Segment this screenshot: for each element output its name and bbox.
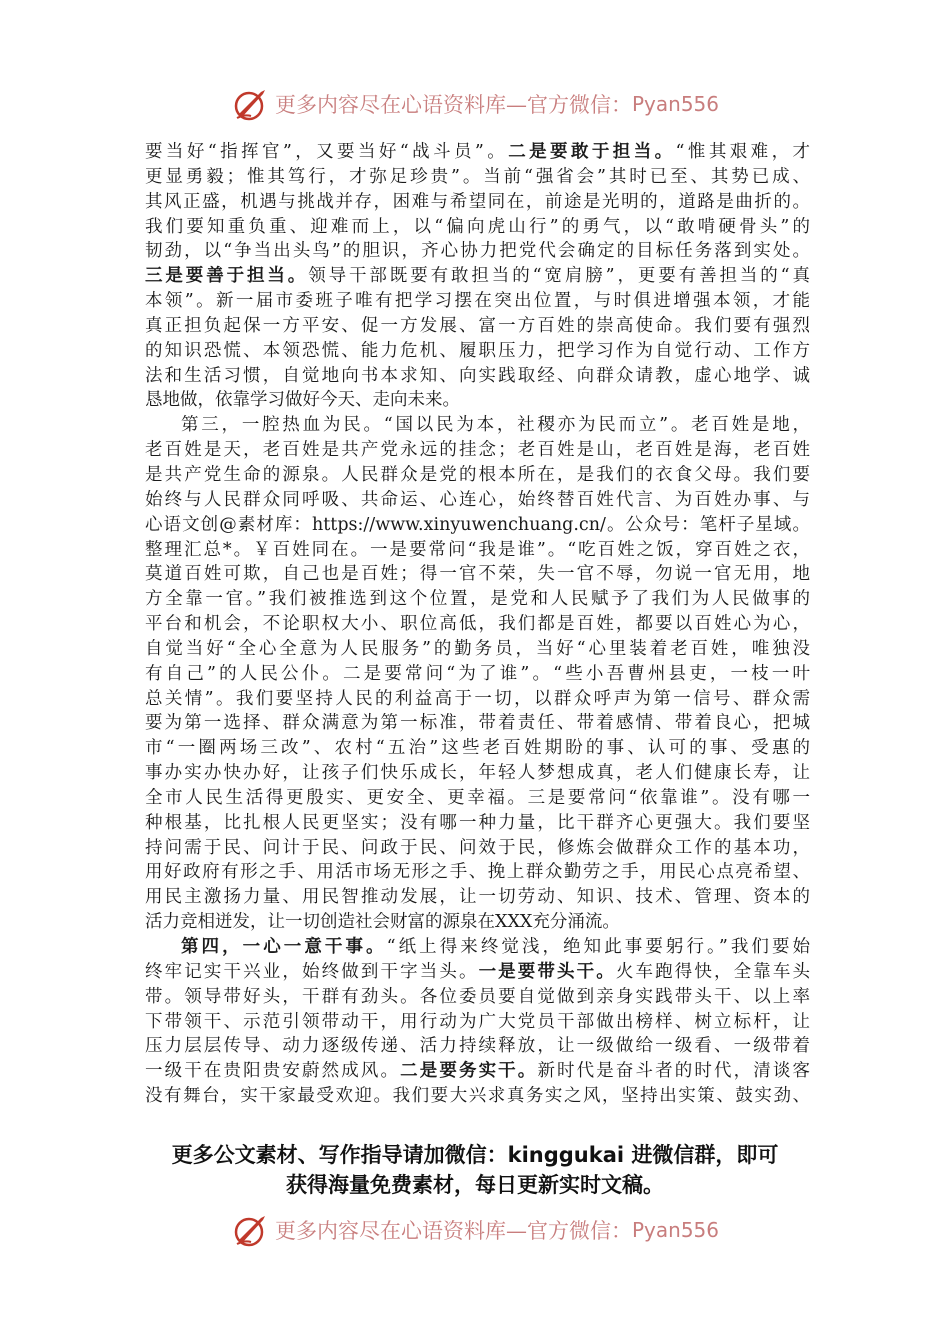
text-run: 法和生活习惯，自觉地向书本求知、向实践取经、向群众请教，虚心地学、诚 <box>145 365 810 386</box>
text-line <box>145 488 810 513</box>
bold-heading: 二是要敢于担当。 <box>508 142 676 162</box>
text-run: 其风正盛，机遇与挑战并存，困难与希望同在，前途是光明的，道路是曲折的。 <box>145 191 810 212</box>
text-line <box>145 413 810 438</box>
text-run: 自觉当好“全心全意为人民服务”的勤务员，当好“心里装着老百姓，唯独没 <box>145 638 810 659</box>
text-run: 持问需于民、问计于民、问政于民、问效于民，修炼会做群众工作的基本功， <box>145 837 810 858</box>
text-run: 第三，一腔热血为民。“国以民为本，社稷亦为民而立”。老百姓是地， <box>181 415 810 436</box>
banner-wechat-id: Pyan556 <box>631 1218 719 1242</box>
text-run: 终牢记实干兴业，始终做到干字当头。 <box>145 961 479 982</box>
text-line <box>145 612 810 637</box>
text-line <box>145 1010 810 1035</box>
bold-heading: 第四，一心一意干事。 <box>181 937 387 957</box>
text-line <box>145 985 810 1010</box>
text-line <box>145 1034 810 1059</box>
text-run: 用好政府有形之手、用活市场无形之手、挽上群众勤劳之手，用民心点亮希望、 <box>145 862 810 883</box>
document-body <box>145 140 810 1109</box>
text-run: 老百姓是天，老百姓是共产党永远的挂念；老百姓是山，老百姓是海，老百姓 <box>145 440 810 461</box>
text-line <box>145 786 810 811</box>
text-line <box>145 289 810 314</box>
footer-banner <box>0 1210 950 1250</box>
quill-logo-icon <box>231 84 271 124</box>
text-line <box>145 314 810 339</box>
bold-heading: 二是要务实干。 <box>400 1061 538 1082</box>
text-run: 方全靠一官。”我们被推选到这个位置，是党和人民赋予了我们为人民做事的 <box>145 589 810 610</box>
text-line <box>145 637 810 662</box>
text-line <box>145 662 810 687</box>
text-line <box>145 165 810 190</box>
text-run: 领导干部既要有敢担当的“宽肩膀”，更要有善担当的“真 <box>308 266 810 287</box>
text-line <box>145 736 810 761</box>
text-run: 莫道百姓可欺，自己也是百姓；得一官不荣，失一官不辱，勿说一官无用，地 <box>145 564 810 585</box>
text-line <box>145 562 810 587</box>
text-line <box>145 438 810 463</box>
text-run: 一级干在贵阳贵安蔚然成风。 <box>145 1061 401 1082</box>
text-run: 真正担负起保一方平安、促一方发展、富一方百姓的崇高使命。我们要有强烈 <box>145 315 810 336</box>
text-run: 火车跑得快，全靠车头 <box>615 961 810 982</box>
text-run: 恳地做，依靠学习做好今天、走向未来。 <box>145 390 460 411</box>
promo-line-1: 更多公文素材、写作指导请加微信：kinggukai 进微信群，即可 <box>171 1143 779 1167</box>
header-banner <box>0 84 950 124</box>
text-line <box>145 388 810 413</box>
text-line <box>145 190 810 215</box>
text-run: 更显勇毅；惟其笃行，才弥足珍贵”。当前“强省会”其时已至、其势已成、 <box>145 166 810 187</box>
bold-heading: 三是要善于担当。 <box>145 266 309 287</box>
text-run: 我们要知重负重、迎难而上，以“偏向虎山行”的勇气，以“敢啃硬骨头”的 <box>145 216 810 237</box>
quill-logo-icon <box>231 1210 271 1250</box>
text-line <box>145 687 810 712</box>
text-run: 压力层层传导、动力逐级传递、活力持续释放，让一级做给一级看、一级带着 <box>145 1036 810 1057</box>
text-line <box>145 761 810 786</box>
text-run: 新时代是奋斗者的时代，清谈客 <box>537 1061 810 1082</box>
text-run: 有自己”的人民公仆。二是要常问“为了谁”。“些小吾曹州县吏，一枝一叶 <box>145 663 810 684</box>
text-line <box>145 587 810 612</box>
text-line <box>145 811 810 836</box>
bold-heading: 一是要带头干。 <box>478 961 616 982</box>
text-line <box>145 538 810 563</box>
text-run: 市“一圈两场三改”、农村“五治”这些老百姓期盼的事、认可的事、受惠的 <box>145 738 810 759</box>
text-line <box>145 711 810 736</box>
promo-line-2: 获得海量免费素材，每日更新实时文稿。 <box>286 1173 664 1197</box>
text-line <box>145 860 810 885</box>
text-run: 活力竞相迸发，让一切创造社会财富的源泉在XXX充分涌流。 <box>145 912 620 933</box>
text-run: 的知识恐慌、本领恐慌、能力危机、履职压力，把学习作为自觉行动、工作方 <box>145 340 810 361</box>
text-line <box>145 339 810 364</box>
banner-text: 更多内容尽在心语资料库—官方微信： <box>274 1219 632 1243</box>
text-run: 韧劲，以“争当出头鸟”的胆识，齐心协力把党代会确定的目标任务落到实处。 <box>145 241 810 262</box>
text-run: 全市人民生活得更殷实、更安全、更幸福。三是要常问“依靠谁”。没有哪一 <box>145 787 810 808</box>
text-line <box>145 264 810 289</box>
text-run: 本领”。新一届市委班子唯有把学习摆在突出位置，与时俱进增强本领，才能 <box>145 291 810 312</box>
text-run: 是共产党生命的源泉。人民群众是党的根本所在，是我们的衣食父母。我们要 <box>145 464 810 485</box>
text-run: 平台和机会，不论职权大小、职位高低，我们都是百姓，都要以百姓心为心， <box>145 614 810 635</box>
text-run: 没有舞台，实干家最受欢迎。我们要大兴求真务实之风，坚持出实策、鼓实劲、 <box>145 1086 810 1107</box>
text-run: 要当好“指挥官”，又要当好“战斗员”。 <box>145 142 509 162</box>
text-run: 下带领干、示范引领带动干，用行动为广大党员干部做出榜样、树立标杆，让 <box>145 1011 810 1032</box>
text-line <box>145 910 810 935</box>
text-run: 带。领导带好头，干群有劲头。各位委员要自觉做到亲身实践带头干、以上率 <box>145 986 810 1007</box>
text-line <box>145 364 810 389</box>
text-line <box>145 960 810 985</box>
text-line <box>145 215 810 240</box>
text-run: 用民主激扬力量、用民智推动发展，让一切劳动、知识、技术、管理、资本的 <box>145 887 810 908</box>
text-run: 总关情”。我们要坚持人民的利益高于一切，以群众呼声为第一信号、群众需 <box>145 688 810 709</box>
text-line <box>145 140 810 165</box>
text-run: 种根基，比扎根人民更坚实；没有哪一种力量，比干群齐心更强大。我们要坚 <box>145 812 810 833</box>
text-line <box>145 836 810 861</box>
text-run: “惟其艰难，才 <box>675 142 810 162</box>
text-line <box>145 1059 810 1084</box>
text-run: 始终与人民群众同呼吸、共命运、心连心，始终替百姓代言、为百姓办事、与 <box>145 489 810 510</box>
banner-text: 更多内容尽在心语资料库—官方微信： <box>274 93 632 117</box>
text-line <box>145 885 810 910</box>
text-run: “纸上得来终觉浅，绝知此事要躬行。”我们要始 <box>386 937 810 957</box>
text-line <box>145 1084 810 1109</box>
banner-wechat-id: Pyan556 <box>631 92 719 116</box>
text-line <box>145 239 810 264</box>
text-run: 心语文创@素材库：https://www.xinyuwenchuang.cn/。公众号：笔杆子星域。 <box>145 514 810 535</box>
text-run: 要为第一选择、群众满意为第一标准，带着责任、带着感情、带着良心，把城 <box>145 713 810 734</box>
text-line <box>145 513 810 538</box>
text-run: 事办实办快办好，让孩子们快乐成长，年轻人梦想成真，老人们健康长寿，让 <box>145 763 810 784</box>
text-line <box>145 935 810 960</box>
text-line <box>145 463 810 488</box>
text-run: 整理汇总*。￥百姓同在。一是要常问“我是谁”。“吃百姓之饭，穿百姓之衣， <box>145 539 810 560</box>
